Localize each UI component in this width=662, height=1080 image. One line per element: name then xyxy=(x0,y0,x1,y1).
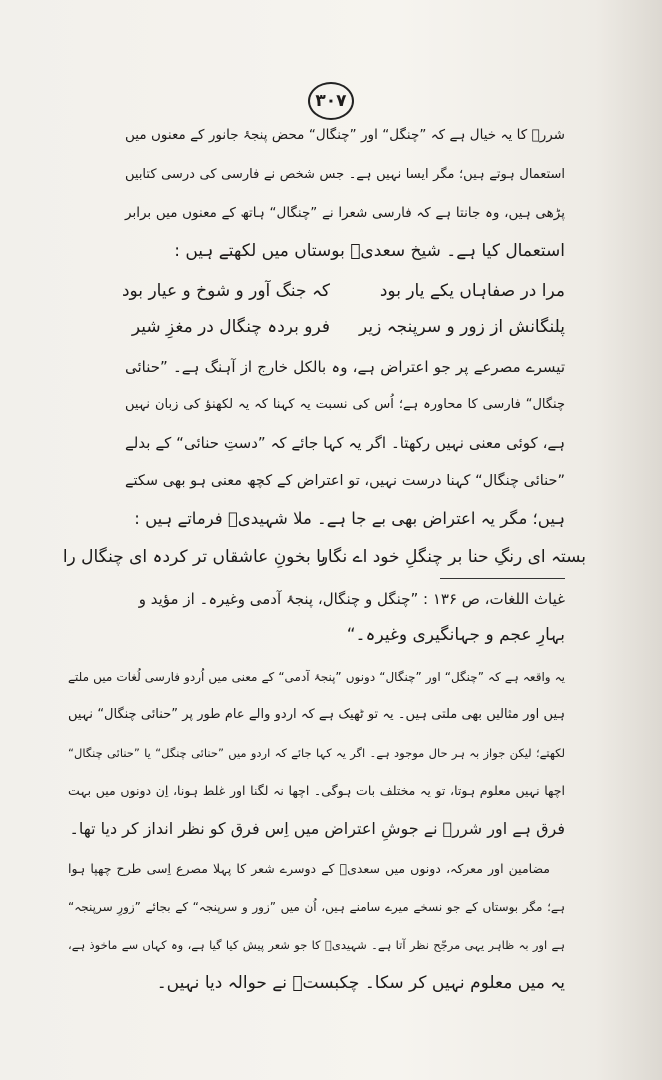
text-line: استعمال کیا ہے۔ شیخ سعدیؔ بوستاں میں لکھتے ہیں : xyxy=(174,241,565,261)
text-line: شررؔ کا یہ خیال ہے کہ ”چنگل“ اور ”چنگال“ محض پنجۂ جانور کے معنوں میں xyxy=(125,127,565,143)
text-line: پڑھی ہیں، وہ جانتا ہے کہ فارسی شعرا نے ”چنگال“ ہاتھ کے معنوں میں برابر xyxy=(125,205,565,221)
text-line: استعمال ہوتے ہیں؛ مگر ایسا نہیں ہے۔ جس شخص نے فارسی کی درسی کتابیں xyxy=(125,167,565,182)
verse-hemistich: فرو بردہ چنگال در مغزِ شیر xyxy=(131,317,330,337)
text-line: لکھتے؛ لیکن جواز بہ ہر حال موجود ہے۔ اگر یہ کہا جائے کہ اردو میں ”حنائی چنگل“ یا ”حنائی چنگال“ xyxy=(68,746,565,760)
text-line: ہے اور بہ ظاہر یہی مرجّح نظر آتا ہے۔ شہیدیؔ کا جو شعر پیش کیا گیا ہے، وہ کہاں سے ماخوذ ہے، xyxy=(68,938,565,952)
footnote-divider xyxy=(440,578,565,579)
text-line: تیسرے مصرعے پر جو اعتراض ہے، وہ بالکل خارج از آہنگ ہے۔ ”حنائی xyxy=(125,358,565,376)
text-line: فرق ہے اور شررؔ نے جوشِ اعتراض میں اِس فرق کو نظر انداز کر دیا تھا۔ xyxy=(69,819,565,838)
text-line: ہیں اور مثالیں بھی ملتی ہیں۔ یہ تو ٹھیک ہے کہ اردو والے عام طور پر ”حنائی چنگال“ نہیں xyxy=(68,707,565,722)
text-line: مضامین اور معرکہ، دونوں میں سعدیؔ کے دوسرے شعر کا پہلا مصرع اِسی طرح چھپا ہوا xyxy=(68,861,550,876)
verse-hemistich: پلنگانش از زور و سرپنجہ زیر xyxy=(359,317,565,337)
text-line: چنگال“ فارسی کا محاورہ ہے؛ اُس کی نسبت یہ کہنا کہ یہ لکھنؤ کی زبان نہیں xyxy=(125,397,565,412)
text-line: ہیں؛ مگر یہ اعتراض بھی بے جا ہے۔ ملا شہیدیؔ فرماتے ہیں : xyxy=(134,509,565,528)
verse-hemistich: یا بخونِ عاشقاں تر کردہ ای چنگال را xyxy=(62,547,326,567)
verse-hemistich: بستہ ای رنگِ حنا بر چنگلِ خود اے نگار xyxy=(319,547,586,567)
page-number: ۳۰۷ xyxy=(308,82,354,120)
text-line: ہے، کوئی معنی نہیں رکھتا۔ اگر یہ کہا جائے کہ ”دستِ حنائی“ کے بدلے xyxy=(125,434,565,452)
verse-hemistich: مرا در صفاہاں یکے یار بود xyxy=(379,281,565,301)
text-line: ”حنائی چنگال“ کہنا درست نہیں، تو اعتراض کے کچھ معنی ہو بھی سکتے xyxy=(125,473,565,489)
text-line: یہ میں معلوم نہیں کر سکا۔ چکبستؔ نے حوالہ دیا نہیں۔ xyxy=(156,973,565,993)
footnote-line: غیاث اللغات، ص ۱۳۶ : ”چنگل و چنگال، پنجۂ آدمی وغیرہ۔ از مؤید و xyxy=(138,590,565,608)
text-line: یہ واقعہ ہے کہ ”چنگل“ اور ”چنگال“ دونوں ”پنجۂ آدمی“ کے معنی میں اُردو فارسی لُغات میں ملتے xyxy=(68,670,565,684)
text-line: ہے؛ مگر بوستاں کے جو نسخے میرے سامنے ہیں، اُن میں ”زور و سرپنجہ“ کے بجائے ”زورِ سرپنجہ“ xyxy=(68,900,565,914)
verse-hemistich: کہ جنگ آور و شوخ و عیار بود xyxy=(121,281,330,301)
footnote-line: بہارِ عجم و جہانگیری وغیرہ۔“ xyxy=(346,625,565,645)
text-line: اچھا نہیں معلوم ہوتا، تو یہ مختلف بات ہوگی۔ اچھا نہ لگنا اور غلط ہونا، اِن دونوں میں بہت xyxy=(68,783,565,798)
